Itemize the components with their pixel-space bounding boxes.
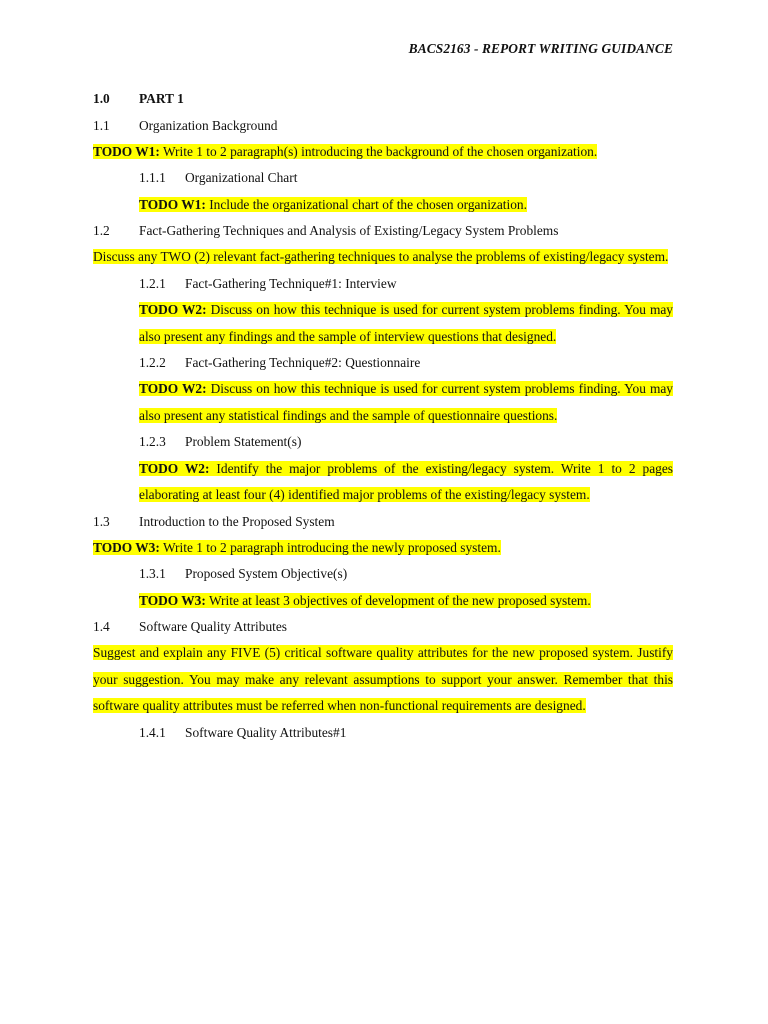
heading-number: 1.0 xyxy=(93,91,110,107)
todo-tag: TODO W3: xyxy=(93,539,160,555)
heading-title: Fact-Gathering Techniques and Analysis of Existing/Legacy System Problems xyxy=(139,223,559,239)
heading-title: PART 1 xyxy=(139,91,184,107)
heading-title: Proposed System Objective(s) xyxy=(185,566,348,582)
paragraph-1-2-2 xyxy=(139,376,673,429)
paragraph-1-2-3 xyxy=(139,456,673,509)
todo-text: Suggest and explain any FIVE (5) critical software quality attributes for the new proposed system. Justify your suggestion. You may make any relevant assumptions to support your answer. Remember that this software quality attributes must be referred when non-functional requirements are designed. xyxy=(93,645,673,714)
document-body xyxy=(93,86,673,746)
heading-1-2 xyxy=(93,218,673,244)
todo-tag: TODO W1: xyxy=(139,196,206,212)
heading-number: 1.2.1 xyxy=(139,275,166,291)
heading-1-2-1 xyxy=(93,271,673,297)
heading-number: 1.2.3 xyxy=(139,434,166,450)
heading-1-2-3 xyxy=(93,429,673,455)
paragraph-1-1-1 xyxy=(139,192,673,218)
heading-number: 1.4 xyxy=(93,619,110,635)
todo-text: Write at least 3 objectives of development of the new proposed system. xyxy=(205,592,591,608)
todo-text: Discuss on how this technique is used for current system problems finding. You may also present any findings and the sample of interview questions that designed. xyxy=(139,302,673,344)
todo-tag: TODO W2: xyxy=(139,460,210,476)
heading-number: 1.2.2 xyxy=(139,355,166,371)
heading-1-1 xyxy=(93,112,673,138)
heading-title: Software Quality Attributes#1 xyxy=(185,724,347,740)
heading-title: Organizational Chart xyxy=(185,170,298,186)
todo-tag: TODO W2: xyxy=(139,381,207,397)
heading-number: 1.1 xyxy=(93,117,110,133)
heading-title: Organization Background xyxy=(139,117,278,133)
heading-title: Introduction to the Proposed System xyxy=(139,513,335,529)
paragraph-1-2 xyxy=(93,244,673,270)
heading-title: Fact-Gathering Technique#1: Interview xyxy=(185,275,397,291)
todo-tag: TODO W3: xyxy=(139,592,206,608)
heading-title: Software Quality Attributes xyxy=(139,619,288,635)
paragraph-1-2-1 xyxy=(139,297,673,350)
heading-1-3 xyxy=(93,508,673,534)
running-header: BACS2163 - REPORT WRITING GUIDANCE xyxy=(408,41,673,56)
todo-tag: TODO W1: xyxy=(93,143,160,159)
heading-number: 1.1.1 xyxy=(139,170,166,186)
heading-1-0 xyxy=(93,86,673,112)
heading-number: 1.4.1 xyxy=(139,724,166,740)
paragraph-1-4 xyxy=(93,640,673,719)
heading-title: Fact-Gathering Technique#2: Questionnaire xyxy=(185,355,421,371)
heading-1-4 xyxy=(93,614,673,640)
heading-number: 1.3.1 xyxy=(139,566,166,582)
paragraph-1-3 xyxy=(93,535,673,561)
todo-text: Discuss on how this technique is used for current system problems finding. You may also present any statistical findings and the sample of questionnaire questions. xyxy=(139,381,673,423)
heading-number: 1.2 xyxy=(93,223,110,239)
heading-1-1-1 xyxy=(93,165,673,191)
paragraph-1-1 xyxy=(93,139,673,165)
todo-text: Write 1 to 2 paragraph introducing the newly proposed system. xyxy=(159,539,501,555)
heading-number: 1.3 xyxy=(93,513,110,529)
todo-text: Identify the major problems of the existing/legacy system. Write 1 to 2 pages elaborating at least four (4) identified major problems of the existing/legacy system. xyxy=(139,460,673,502)
todo-text: Discuss any TWO (2) relevant fact-gathering techniques to analyse the problems of existing/legacy system. xyxy=(93,249,669,265)
heading-title: Problem Statement(s) xyxy=(185,434,302,450)
todo-text: Write 1 to 2 paragraph(s) introducing the background of the chosen organization. xyxy=(159,143,598,159)
heading-1-4-1 xyxy=(93,720,673,746)
heading-1-3-1 xyxy=(93,561,673,587)
paragraph-1-3-1 xyxy=(139,588,673,614)
todo-text: Include the organizational chart of the chosen organization. xyxy=(205,196,527,212)
heading-1-2-2 xyxy=(93,350,673,376)
todo-tag: TODO W2: xyxy=(139,302,207,318)
